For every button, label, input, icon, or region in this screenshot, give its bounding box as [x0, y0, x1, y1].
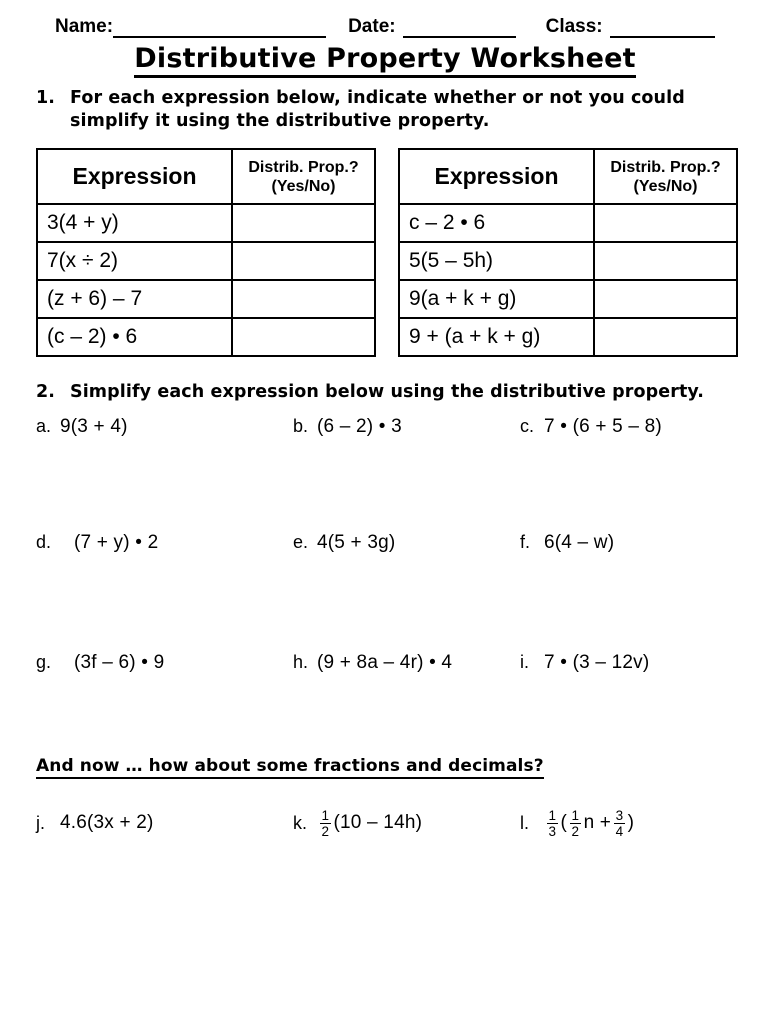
item-label: g.	[36, 652, 52, 673]
expression-cell: 9 + (a + k + g)	[399, 318, 594, 356]
item-label: d.	[36, 532, 52, 553]
expression-column-header: Expression	[37, 149, 232, 204]
exercise-item-l	[520, 793, 734, 853]
header-fill-in-row	[55, 16, 732, 38]
item-label: h.	[293, 652, 309, 673]
expression-cell: (c – 2) • 6	[37, 318, 232, 356]
distrib-prop-header-line1: Distrib. Prop.?	[248, 158, 359, 176]
fractions-items-grid	[36, 793, 734, 853]
fraction-numerator: 3	[615, 807, 624, 823]
exercise-item-b	[293, 416, 520, 532]
expression-cell: c – 2 • 6	[399, 204, 594, 242]
distrib-prop-column-header	[232, 149, 375, 204]
worksheet-title: Distributive Property Worksheet	[134, 43, 635, 78]
item-expression: 6(4 – w)	[544, 532, 615, 554]
fraction-numerator: 1	[548, 807, 557, 823]
table-row	[37, 280, 375, 318]
answer-cell[interactable]	[232, 280, 375, 318]
item-expression: (9 + 8a – 4r) • 4	[317, 652, 453, 674]
expression-cell: 7(x ÷ 2)	[37, 242, 232, 280]
answer-cell[interactable]	[232, 242, 375, 280]
table-row	[37, 242, 375, 280]
fraction-numerator: 1	[571, 807, 580, 823]
question-2-number: 2.	[36, 382, 56, 403]
fraction	[614, 808, 625, 839]
table-header-row	[399, 149, 737, 204]
answer-cell[interactable]	[232, 204, 375, 242]
table-row	[37, 204, 375, 242]
exercise-item-k	[293, 793, 520, 853]
expression-column-header: Expression	[399, 149, 594, 204]
name-blank-line[interactable]	[113, 18, 326, 38]
exercise-item-h	[293, 652, 520, 756]
item-label: l.	[520, 812, 529, 833]
table-row	[399, 242, 737, 280]
answer-cell[interactable]	[594, 280, 737, 318]
fraction-numerator: 1	[321, 807, 330, 823]
exercise-item-e	[293, 532, 520, 652]
fraction-denominator: 2	[571, 823, 580, 839]
distrib-prop-header-line2: (Yes/No)	[633, 177, 698, 195]
exercise-item-j	[36, 793, 293, 853]
fraction	[547, 808, 558, 839]
item-label: k.	[293, 812, 308, 833]
table-row	[399, 204, 737, 242]
question-1-text: For each expression below, indicate whether or not you could simplify it using the distributive property.	[70, 88, 685, 132]
item-expression: 7 • (6 + 5 – 8)	[544, 416, 662, 438]
answer-cell[interactable]	[594, 318, 737, 356]
expression-cell: (z + 6) – 7	[37, 280, 232, 318]
question-2-text: Simplify each expression below using the distributive property.	[70, 382, 705, 403]
item-label: b.	[293, 416, 309, 437]
exercise-item-i	[520, 652, 734, 756]
item-label: c.	[520, 416, 535, 437]
exercise-items-grid	[36, 416, 734, 756]
table-row	[399, 280, 737, 318]
item-expression: 9(3 + 4)	[60, 416, 128, 438]
answer-cell[interactable]	[594, 242, 737, 280]
title-row	[36, 43, 734, 78]
expression-cell: 5(5 – 5h)	[399, 242, 594, 280]
fraction-denominator: 4	[615, 823, 624, 839]
name-label: Name:	[55, 16, 114, 37]
date-label: Date:	[348, 16, 396, 37]
fraction-denominator: 3	[548, 823, 557, 839]
fraction	[320, 808, 331, 839]
expression-table-left	[36, 148, 376, 357]
distrib-prop-header-line2: (Yes/No)	[271, 177, 336, 195]
question-1-number: 1.	[36, 88, 56, 108]
exercise-item-g	[36, 652, 293, 756]
question-1	[36, 87, 734, 133]
fractions-section-heading: And now … how about some fractions and decimals?	[36, 756, 544, 779]
table-row	[399, 318, 737, 356]
item-expression: (7 + y) • 2	[74, 532, 159, 554]
item-expression: (10 – 14h)	[333, 812, 423, 834]
question-2	[36, 381, 734, 404]
item-expression: 4.6(3x + 2)	[60, 812, 154, 834]
expression-cell: 9(a + k + g)	[399, 280, 594, 318]
tables-row	[36, 148, 734, 357]
answer-cell[interactable]	[594, 204, 737, 242]
exercise-item-f	[520, 532, 734, 652]
table-header-row	[37, 149, 375, 204]
answer-cell[interactable]	[232, 318, 375, 356]
item-label: i.	[520, 652, 529, 673]
item-expression-middle: n +	[583, 812, 612, 834]
item-label: a.	[36, 416, 52, 437]
distrib-prop-header-line1: Distrib. Prop.?	[610, 158, 721, 176]
item-expression: (6 – 2) • 3	[317, 416, 402, 438]
exercise-item-a	[36, 416, 293, 532]
date-blank-line[interactable]	[403, 18, 516, 38]
distrib-prop-column-header	[594, 149, 737, 204]
item-label: f.	[520, 532, 531, 553]
expression-cell: 3(4 + y)	[37, 204, 232, 242]
item-expression: (3f – 6) • 9	[74, 652, 165, 674]
fraction-denominator: 2	[321, 823, 330, 839]
exercise-item-d	[36, 532, 293, 652]
table-row	[37, 318, 375, 356]
fractions-heading-row	[36, 756, 734, 779]
expression-table-right	[398, 148, 738, 357]
fraction	[570, 808, 581, 839]
item-label: e.	[293, 532, 309, 553]
item-expression: 4(5 + 3g)	[317, 532, 396, 554]
paren-close: )	[627, 812, 635, 834]
class-label: Class:	[545, 16, 603, 37]
item-expression: 7 • (3 – 12v)	[544, 652, 650, 674]
exercise-item-c	[520, 416, 734, 532]
paren-open: (	[560, 812, 568, 834]
class-blank-line[interactable]	[610, 18, 715, 38]
item-label: j.	[36, 812, 45, 833]
